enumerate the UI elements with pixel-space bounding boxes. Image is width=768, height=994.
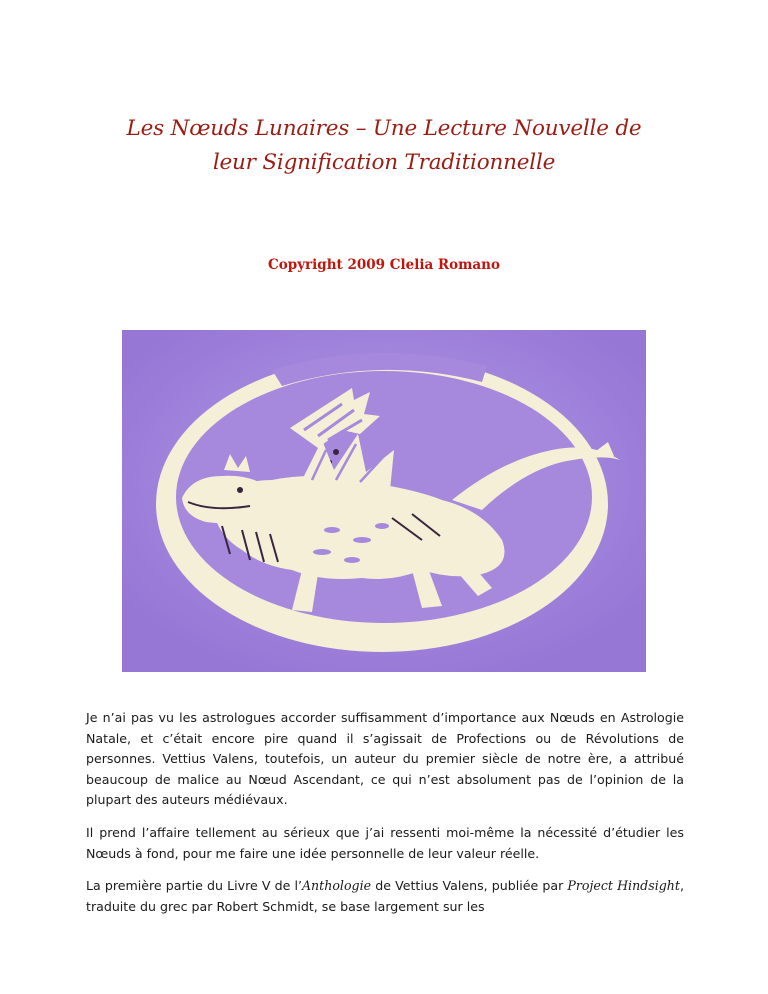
dragon-emblem-icon [122,330,646,672]
paragraph-1: Je n’ai pas vu les astrologues accorder suffisamment d’importance aux Nœuds en Astrologie Natale, et c’était encore pire quand il s’agissait de Profections ou de Révolutions de personnes. Vettius Valens, toutefois, un auteur du premier siècle de notre ère, a attribué beaucoup de malice au Nœud Ascendant, ce qui n’est absolument pas de l’opinion de la plupart des auteurs médiévaux. [86,710,684,808]
title-line-2: leur Signification Traditionnelle [212,150,556,175]
dragon-emblem-image [122,330,646,672]
project-hindsight-title: Project Hindsight [567,878,680,894]
paragraph-2: Il prend l’affaire tellement au sérieux que j’ai ressenti moi-même la nécessité d’étudier les Nœuds à fond, pour me faire une idée personnelle de leur valeur réelle. [86,824,684,861]
copyright-notice: Copyright 2009 Clelia Romano [268,257,500,273]
anthologie-title: Anthologie [301,878,372,894]
body-text [86,708,684,929]
paragraph-3-part-c: de Vettius Valens, publiée par [371,878,568,894]
paragraph-3-part-e: , traduite du grec par Robert Schmidt, se base largement sur les [86,878,684,914]
document-title [80,112,688,180]
paragraph-3 [86,876,684,917]
paragraph-3-part-a: La première partie du Livre V de l’ [86,878,302,894]
title-line-1: Les Nœuds Lunaires – Une Lecture Nouvelle de [126,116,642,141]
